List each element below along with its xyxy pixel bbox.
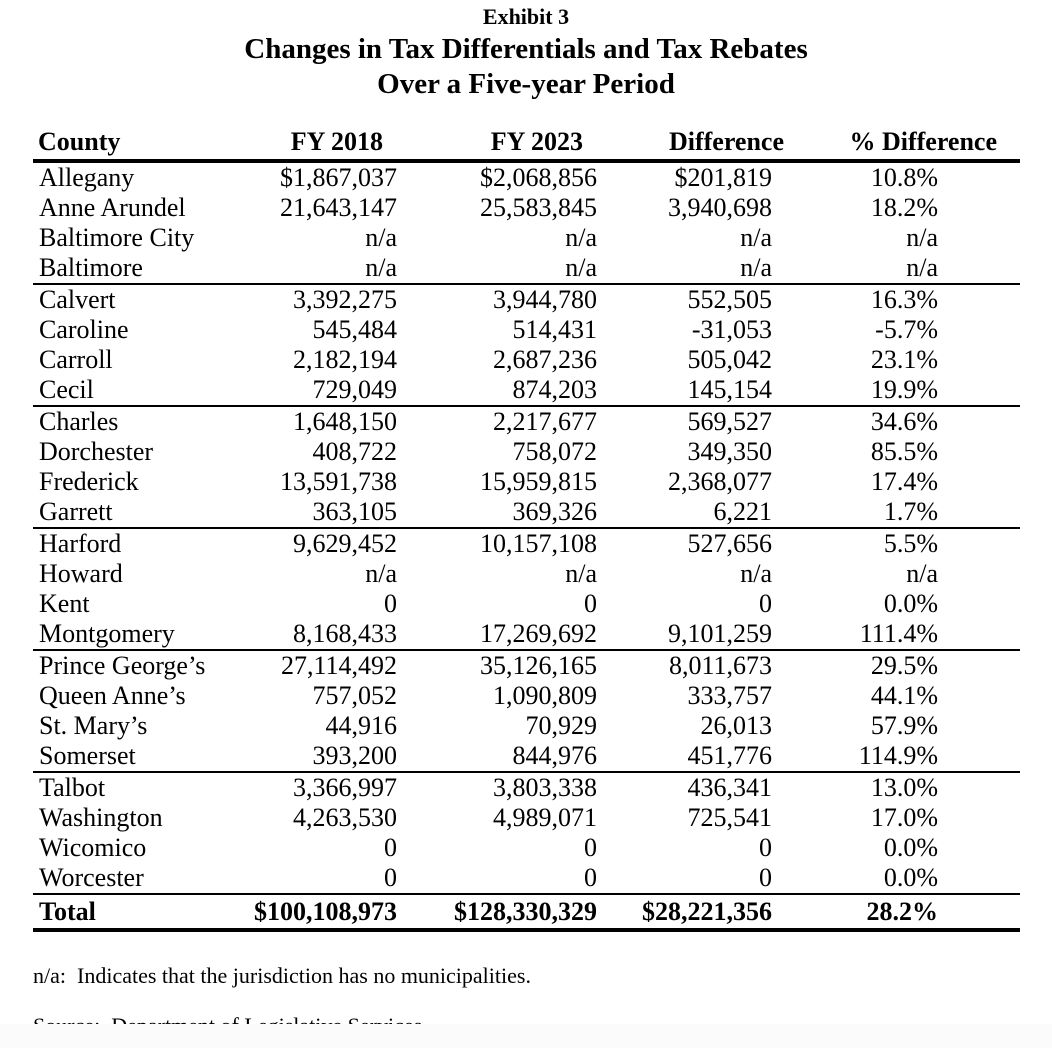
table-header [33,127,1020,161]
cell-fy2018: 363,105 [312,497,397,526]
cell-fy2018: n/a [365,223,397,252]
cell-pct: 57.9% [870,711,938,740]
column-header-fy2018: FY 2018 [250,127,400,161]
cell-county: Prince George’s [39,651,206,680]
cell-county: Kent [39,589,90,618]
cell-pct: 0.0% [883,589,938,618]
cell-county: Wicomico [39,833,147,862]
cell-fy2018: n/a [365,253,397,282]
cell-pct: -5.7% [875,315,938,344]
cell-county: Montgomery [39,619,175,648]
document-title-line-1: Changes in Tax Differentials and Tax Rebates [244,33,808,65]
title-block [0,2,1052,102]
na-footnote-label: n/a: [33,963,66,988]
table-row [33,437,1020,467]
cell-pct: 0.0% [883,863,938,892]
cell-county: St. Mary’s [39,711,148,740]
cell-fy2018: 2,182,194 [293,345,397,374]
cell-county: Calvert [39,285,116,314]
cell-pct: 0.0% [883,833,938,862]
cell-fy2018: 8,168,433 [293,619,397,648]
cell-fy2023: 35,126,165 [480,651,597,680]
cell-county: Harford [39,529,122,558]
cell-county: Washington [39,803,163,832]
column-header-pct-difference: % Difference [785,127,1020,161]
cell-diff: 2,368,077 [668,467,772,496]
cell-fy2023: 369,326 [512,497,597,526]
table-row [33,375,1020,406]
cell-fy2023: 17,269,692 [480,619,597,648]
column-header-fy2023: FY 2023 [400,127,600,161]
cell-fy2023: 758,072 [512,437,597,466]
cell-county: Somerset [39,741,136,770]
table-row [33,223,1020,253]
cell-pct: n/a [906,253,938,282]
cell-fy2023: 0 [584,589,597,618]
county-group [33,772,1020,894]
cell-fy2023: 70,929 [525,711,597,740]
cell-fy2018: 408,722 [312,437,397,466]
table-row [33,589,1020,619]
cell-diff: 8,011,673 [668,651,772,680]
cell-fy2018: 0 [384,863,397,892]
cell-fy2023: 2,217,677 [493,407,597,436]
cell-fy2023: 3,803,338 [493,773,597,802]
county-group [33,528,1020,650]
table-row [33,193,1020,223]
table-row [33,528,1020,559]
table-row [33,863,1020,894]
cell-fy2018: 44,916 [325,711,397,740]
table-row [33,284,1020,315]
table-row [33,161,1020,193]
cell-fy2018: n/a [365,559,397,588]
cell-diff: 505,042 [687,345,772,374]
cell-diff: 527,656 [687,529,772,558]
cell-pct: 17.4% [870,467,938,496]
total-pct-difference: 28.2% [866,897,938,926]
total-fy2018: $100,108,973 [254,897,397,926]
table-row [33,406,1020,437]
column-header-difference: Difference [600,127,785,161]
cell-diff: 436,341 [687,773,772,802]
cell-fy2023: 2,687,236 [493,345,597,374]
total-fy2023: $128,330,329 [454,897,597,926]
cell-diff: n/a [740,559,772,588]
cell-pct: 18.2% [870,193,938,222]
cell-fy2023: 514,431 [512,315,597,344]
cell-county: Cecil [39,375,94,404]
cell-county: Garrett [39,497,113,526]
total-section [33,894,1020,930]
cell-fy2018: 27,114,492 [280,651,397,680]
exhibit-label: Exhibit 3 [482,4,570,29]
cell-county: Howard [39,559,123,588]
cell-diff: 9,101,259 [668,619,772,648]
cell-pct: 17.0% [870,803,938,832]
cell-diff: 26,013 [700,711,772,740]
cell-county: Baltimore City [39,223,195,252]
cell-county: Anne Arundel [39,193,186,222]
table-row [33,497,1020,528]
cell-pct: 44.1% [870,681,938,710]
cell-county: Caroline [39,315,129,344]
cell-fy2018: 3,366,997 [293,773,397,802]
cell-fy2018: 757,052 [312,681,397,710]
table-row [33,833,1020,863]
cell-fy2023: 1,090,809 [493,681,597,710]
table-row [33,741,1020,772]
cell-county: Worcester [39,863,144,892]
cell-pct: 5.5% [883,529,938,558]
cell-fy2023: n/a [565,223,597,252]
cell-diff: 145,154 [687,375,772,404]
cell-fy2023: n/a [565,253,597,282]
cell-pct: 19.9% [870,375,938,404]
cell-pct: 16.3% [870,285,938,314]
table-row [33,772,1020,803]
county-group [33,406,1020,528]
cell-fy2018: 0 [384,833,397,862]
cell-diff: 451,776 [687,741,772,770]
column-header-county: County [33,127,250,161]
cell-fy2018: 13,591,738 [280,467,397,496]
total-row [33,894,1020,930]
cell-county: Allegany [39,163,135,192]
total-difference: $28,221,356 [642,897,772,926]
cell-diff: 569,527 [687,407,772,436]
cell-pct: 23.1% [870,345,938,374]
cell-diff: 349,350 [687,437,772,466]
cell-diff: n/a [740,223,772,252]
na-footnote-text: Indicates that the jurisdiction has no municipalities. [77,963,531,988]
page-bottom-strip [0,1024,1052,1048]
cell-fy2023: 10,157,108 [480,529,597,558]
table-row [33,467,1020,497]
cell-pct: 114.9% [858,741,938,770]
cell-fy2023: 844,976 [512,741,597,770]
cell-fy2023: n/a [565,559,597,588]
cell-pct: 1.7% [883,497,938,526]
cell-fy2018: 9,629,452 [293,529,397,558]
cell-county: Carroll [39,345,113,374]
cell-diff: $201,819 [674,163,772,192]
cell-diff: 552,505 [687,285,772,314]
cell-diff: 0 [759,863,772,892]
cell-fy2018: 393,200 [312,741,397,770]
table-row [33,315,1020,345]
cell-pct: 34.6% [870,407,938,436]
cell-pct: n/a [906,223,938,252]
cell-fy2023: 4,989,071 [493,803,597,832]
cell-fy2023: 0 [584,863,597,892]
county-group [33,284,1020,406]
cell-diff: 0 [759,589,772,618]
table-row [33,619,1020,650]
table-row [33,345,1020,375]
cell-pct: 111.4% [859,619,938,648]
cell-diff: 3,940,698 [668,193,772,222]
cell-fy2023: $2,068,856 [480,163,597,192]
cell-pct: 29.5% [870,651,938,680]
cell-fy2018: 729,049 [312,375,397,404]
cell-fy2018: 545,484 [312,315,397,344]
header-row [33,127,1020,161]
cell-fy2023: 15,959,815 [480,467,597,496]
document-title-line-2: Over a Five-year Period [377,68,675,100]
table-row [33,711,1020,741]
cell-diff: 333,757 [687,681,772,710]
cell-fy2018: 4,263,530 [293,803,397,832]
cell-county: Queen Anne’s [39,681,186,710]
cell-pct: 10.8% [870,163,938,192]
cell-fy2018: 0 [384,589,397,618]
cell-fy2023: 3,944,780 [493,285,597,314]
cell-fy2018: $1,867,037 [280,163,397,192]
cell-county: Frederick [39,467,139,496]
cell-diff: 6,221 [713,497,772,526]
cell-diff: n/a [740,253,772,282]
table-row [33,803,1020,833]
table-row [33,559,1020,589]
cell-fy2023: 874,203 [512,375,597,404]
cell-diff: 0 [759,833,772,862]
cell-fy2018: 3,392,275 [293,285,397,314]
cell-county: Talbot [39,773,106,802]
cell-diff: 725,541 [687,803,772,832]
cell-pct: 13.0% [870,773,938,802]
tax-differentials-table [33,127,1020,932]
cell-pct: n/a [906,559,938,588]
cell-county: Dorchester [39,437,154,466]
na-footnote [33,963,531,989]
cell-fy2018: 21,643,147 [280,193,397,222]
table-row [33,650,1020,681]
cell-fy2023: 25,583,845 [480,193,597,222]
cell-pct: 85.5% [870,437,938,466]
cell-diff: -31,053 [691,315,772,344]
table-row [33,681,1020,711]
table-row [33,253,1020,284]
cell-fy2023: 0 [584,833,597,862]
cell-fy2018: 1,648,150 [293,407,397,436]
county-group [33,161,1020,284]
total-label: Total [39,897,96,926]
county-group [33,650,1020,772]
cell-county: Charles [39,407,119,436]
cell-county: Baltimore [39,253,143,282]
